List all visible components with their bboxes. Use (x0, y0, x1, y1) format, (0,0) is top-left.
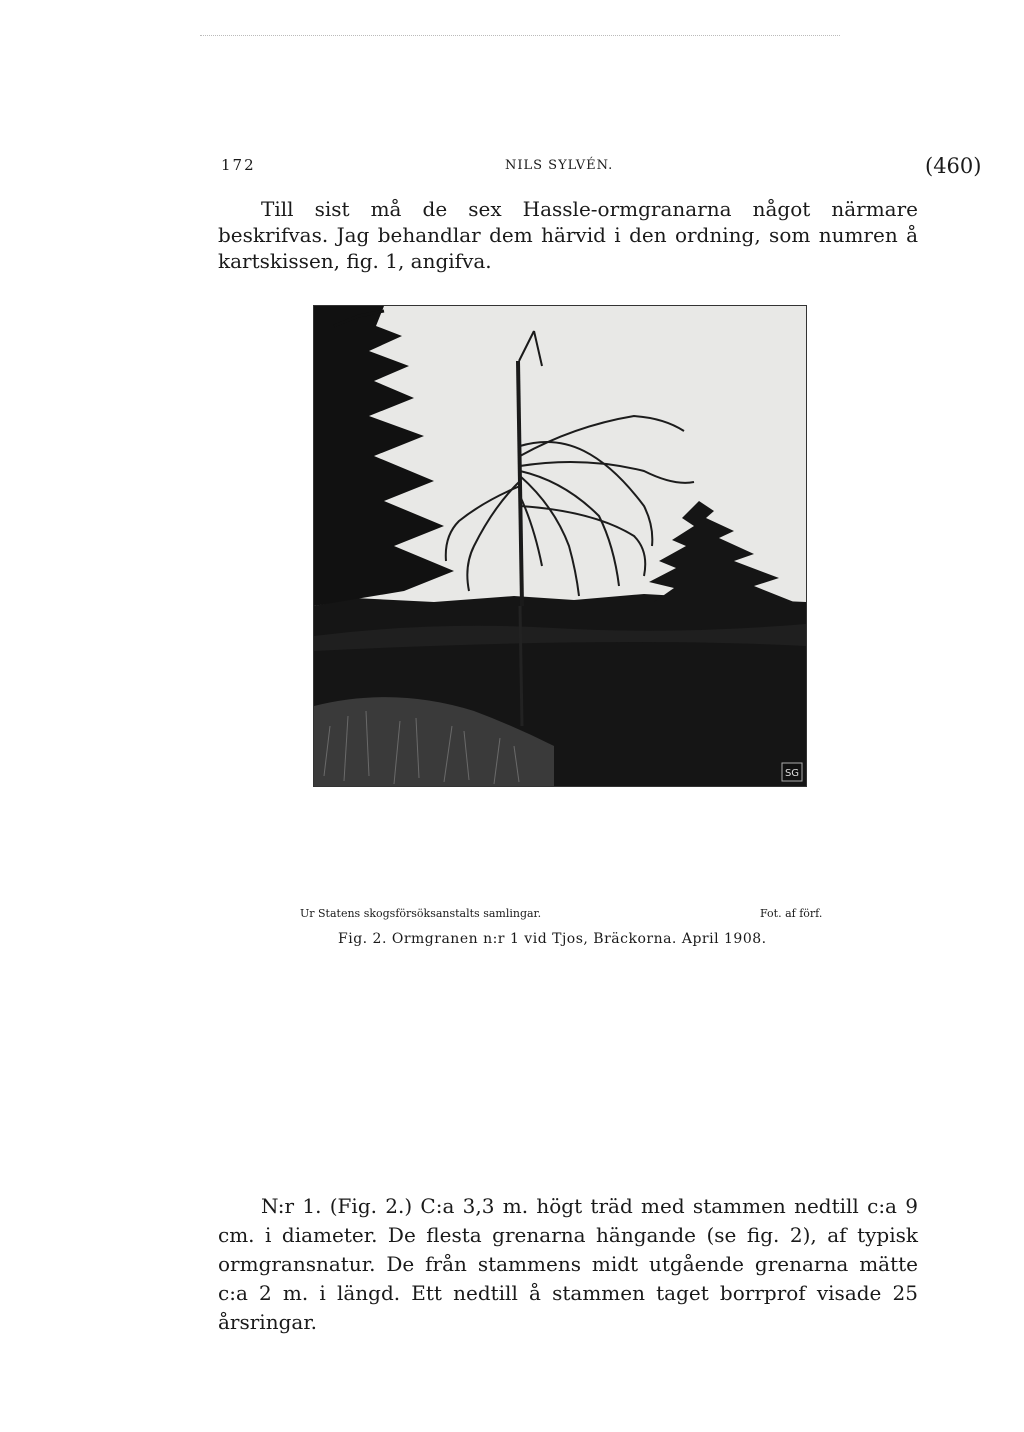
running-header-author: NILS SYLVÉN. (505, 158, 614, 173)
photo-illustration (314, 306, 806, 786)
intro-paragraph: Till sist må de sex Hassle-ormgranarna något närmare beskrifvas. Jag behandlar dem härvid i den ordning, som numren å kartskissen, fig. 1, angifva. (218, 197, 918, 273)
figure-source-credit: Ur Statens skogsförsöksanstalts samlingar. (300, 907, 542, 920)
svg-text:SG: SG (784, 768, 800, 779)
figure-photograph (313, 305, 807, 787)
figure-photographer-credit: Fot. af förf. (760, 907, 823, 920)
tree-description-paragraph: N:r 1. (Fig. 2.) C:a 3,3 m. högt träd med stammen nedtill c:a 9 cm. i diameter. De flesta grenarna hängande (se fig. 2), af typisk ormgransnatur. De från stammens midt utgående grenarna mätte c:a 2 m. i längd. Ett nedtill å stammen taget borrprof visade 25 årsringar. (218, 1194, 918, 1334)
top-edge-dots (200, 35, 840, 38)
figure-caption: Fig. 2. Ormgranen n:r 1 vid Tjos, Bräckorna. April 1908. (338, 931, 767, 947)
photographer-monogram (782, 763, 802, 781)
original-page-reference: (460) (925, 154, 982, 178)
page-number: 172 (221, 156, 256, 174)
